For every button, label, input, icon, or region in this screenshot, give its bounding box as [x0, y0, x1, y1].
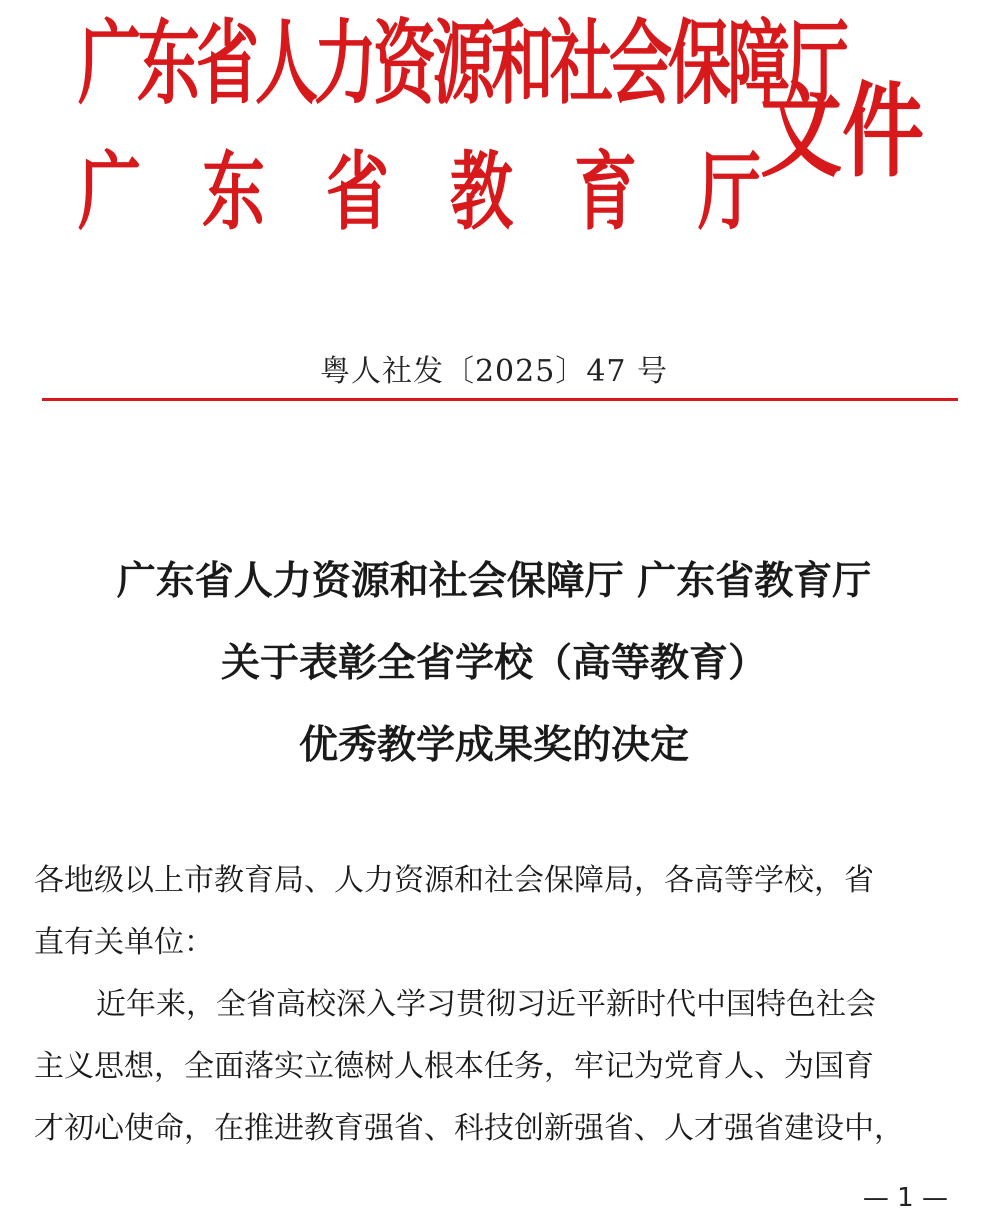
addressee-line-2: 直有关单位：	[34, 925, 214, 960]
document-title	[0, 540, 988, 786]
document-body	[34, 850, 964, 1160]
issuer-name-hrss: 广东省人力资源和社会保障厅	[78, 9, 845, 117]
title-line-2: 关于表彰全省学校（高等教育）	[220, 640, 767, 686]
paragraph-line-3: 才初心使命，在推进教育强省、科技创新强省、人才强省建设中，	[34, 1111, 904, 1146]
document-number: 粤人社发〔2025〕47 号	[319, 354, 669, 389]
document-label: 文件	[760, 71, 925, 192]
paragraph-line-2: 主义思想，全面落实立德树人根本任务，牢记为党育人、为国育	[34, 1049, 874, 1084]
addressee-line-1: 各地级以上市教育局、人力资源和社会保障局，各高等学校，省	[34, 863, 874, 898]
red-masthead	[0, 0, 988, 270]
paragraph-line-1: 近年来，全省高校深入学习贯彻习近平新时代中国特色社会	[96, 987, 876, 1022]
title-line-3: 优秀教学成果奖的决定	[298, 722, 689, 768]
title-line-1: 广东省人力资源和社会保障厅 广东省教育厅	[116, 558, 872, 604]
page-number: — 1 —	[862, 1183, 948, 1213]
issuer-name-education: 广东省教育厅	[78, 141, 822, 242]
red-divider-line	[42, 398, 958, 401]
